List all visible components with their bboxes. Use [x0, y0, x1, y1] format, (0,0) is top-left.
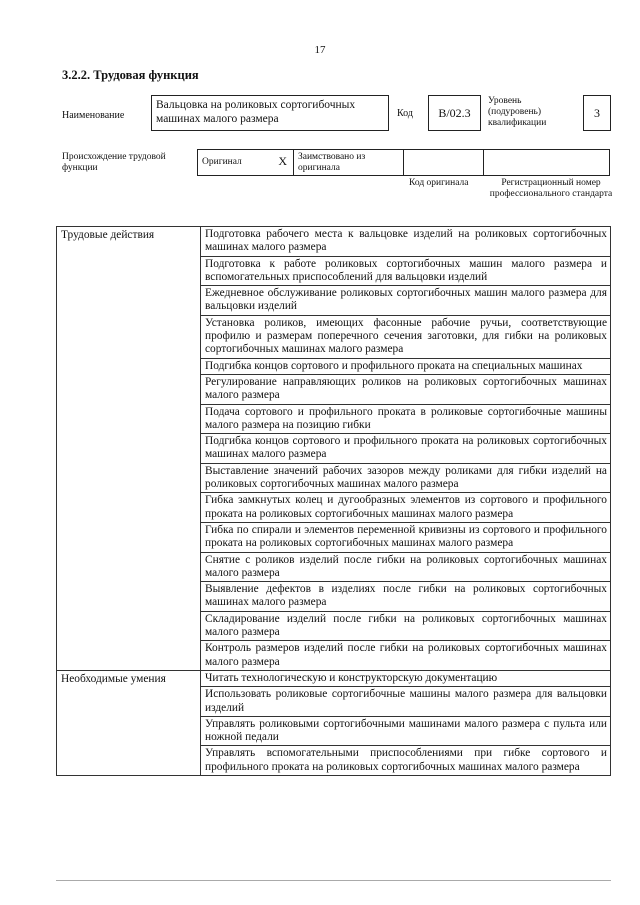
origin-original-cell: [198, 150, 294, 176]
table-cell: Складирование изделий после гибки на роликовых сортогибочных машинах малого размера: [201, 611, 611, 641]
table-cell: Подача сортового и профильного проката в роликовые сортогибочные машины малого размера на позицию гибки: [201, 404, 611, 434]
name-label: Наименование: [62, 110, 125, 121]
section-title: 3.2.2. Трудовая функция: [62, 68, 199, 82]
origin-reg-cell: [484, 150, 610, 176]
table-cell: Контроль размеров изделий после гибки на роликовых сортогибочных машинах малого размера: [201, 641, 611, 671]
table-cell: Подгибка концов сортового и профильного проката на роликовых сортогибочных машинах малого размера: [201, 434, 611, 464]
page-number: 17: [314, 44, 326, 56]
table-cell: Снятие с роликов изделий после гибки на роликовых сортогибочных машинах малого размера: [201, 552, 611, 582]
code-field: B/02.3: [428, 95, 481, 131]
table-cell: Гибка по спирали и элементов переменной кривизны из сортового и профильного проката на роликовых сортогибочных машинах малого размера: [201, 522, 611, 552]
origin-original-mark: X: [278, 154, 287, 168]
table-cell: Ежедневное обслуживание роликовых сортогибочных машин малого размера для вальцовки изделий: [201, 286, 611, 316]
reg-number-label: Регистрационный номер профессионального стандарта: [489, 178, 613, 199]
table-cell: Подгибка концов сортового и профильного проката на специальных машинах: [201, 358, 611, 374]
name-field: Вальцовка на роликовых сортогибочных машинах малого размера: [151, 95, 389, 131]
section-heading: Трудовые действия: [57, 227, 201, 671]
table-row: [57, 227, 611, 257]
table-cell: Выявление дефектов в изделиях после гибки на роликовых сортогибочных машинах малого размера: [201, 582, 611, 612]
table-row: [57, 670, 611, 686]
table-cell: Использовать роликовые сортогибочные машины малого размера для вальцовки изделий: [201, 687, 611, 717]
table-cell: Читать технологическую и конструкторскую документацию: [201, 670, 611, 686]
level-label: Уровень (подуровень) квалификации: [488, 96, 547, 128]
origin-table: [197, 149, 610, 176]
table-cell: Подготовка к работе роликовых сортогибочных машин малого размера и вспомогательных приспособлений для вальцовки изделий: [201, 256, 611, 286]
origin-code-cell: [404, 150, 484, 176]
table-cell: Управлять роликовыми сортогибочными машинами малого размера с пульта или ножной педали: [201, 716, 611, 746]
origin-original-label: Оригинал: [202, 157, 242, 167]
code-label: Код: [397, 108, 413, 119]
origin-label: Происхождение трудовой функции: [62, 152, 166, 173]
origin-borrowed-cell: [294, 150, 404, 176]
table-cell: Выставление значений рабочих зазоров между роликами для гибки изделий на роликовых сортогибочных машинах малого размера: [201, 463, 611, 493]
table-cell: Установка роликов, имеющих фасонные рабочие ручьи, соответствующие профилю и размерам поперечного сечения заготовки, для гибки на роликовых сортогибочных машинах малого размера: [201, 315, 611, 358]
origin-borrowed-label: Заимствовано из оригинала: [298, 151, 366, 173]
table-cell: Регулирование направляющих роликов на роликовых сортогибочных машинах малого размера: [201, 374, 611, 404]
table-cell: Управлять вспомогательными приспособлениями при гибке сортового и профильного проката на роликовых сортогибочных машинах малого размера: [201, 746, 611, 776]
original-code-label: Код оригинала: [409, 178, 469, 188]
footer-line: [56, 880, 611, 881]
section-heading: Необходимые умения: [57, 670, 201, 775]
table-cell: Подготовка рабочего места к вальцовке изделий на роликовых сортогибочных машинах малого размера: [201, 227, 611, 257]
level-field: 3: [583, 95, 611, 131]
function-table: [56, 226, 611, 776]
table-cell: Гибка замкнутых колец и дугообразных элементов из сортового и профильного проката на роликовых сортогибочных машинах малого размера: [201, 493, 611, 523]
